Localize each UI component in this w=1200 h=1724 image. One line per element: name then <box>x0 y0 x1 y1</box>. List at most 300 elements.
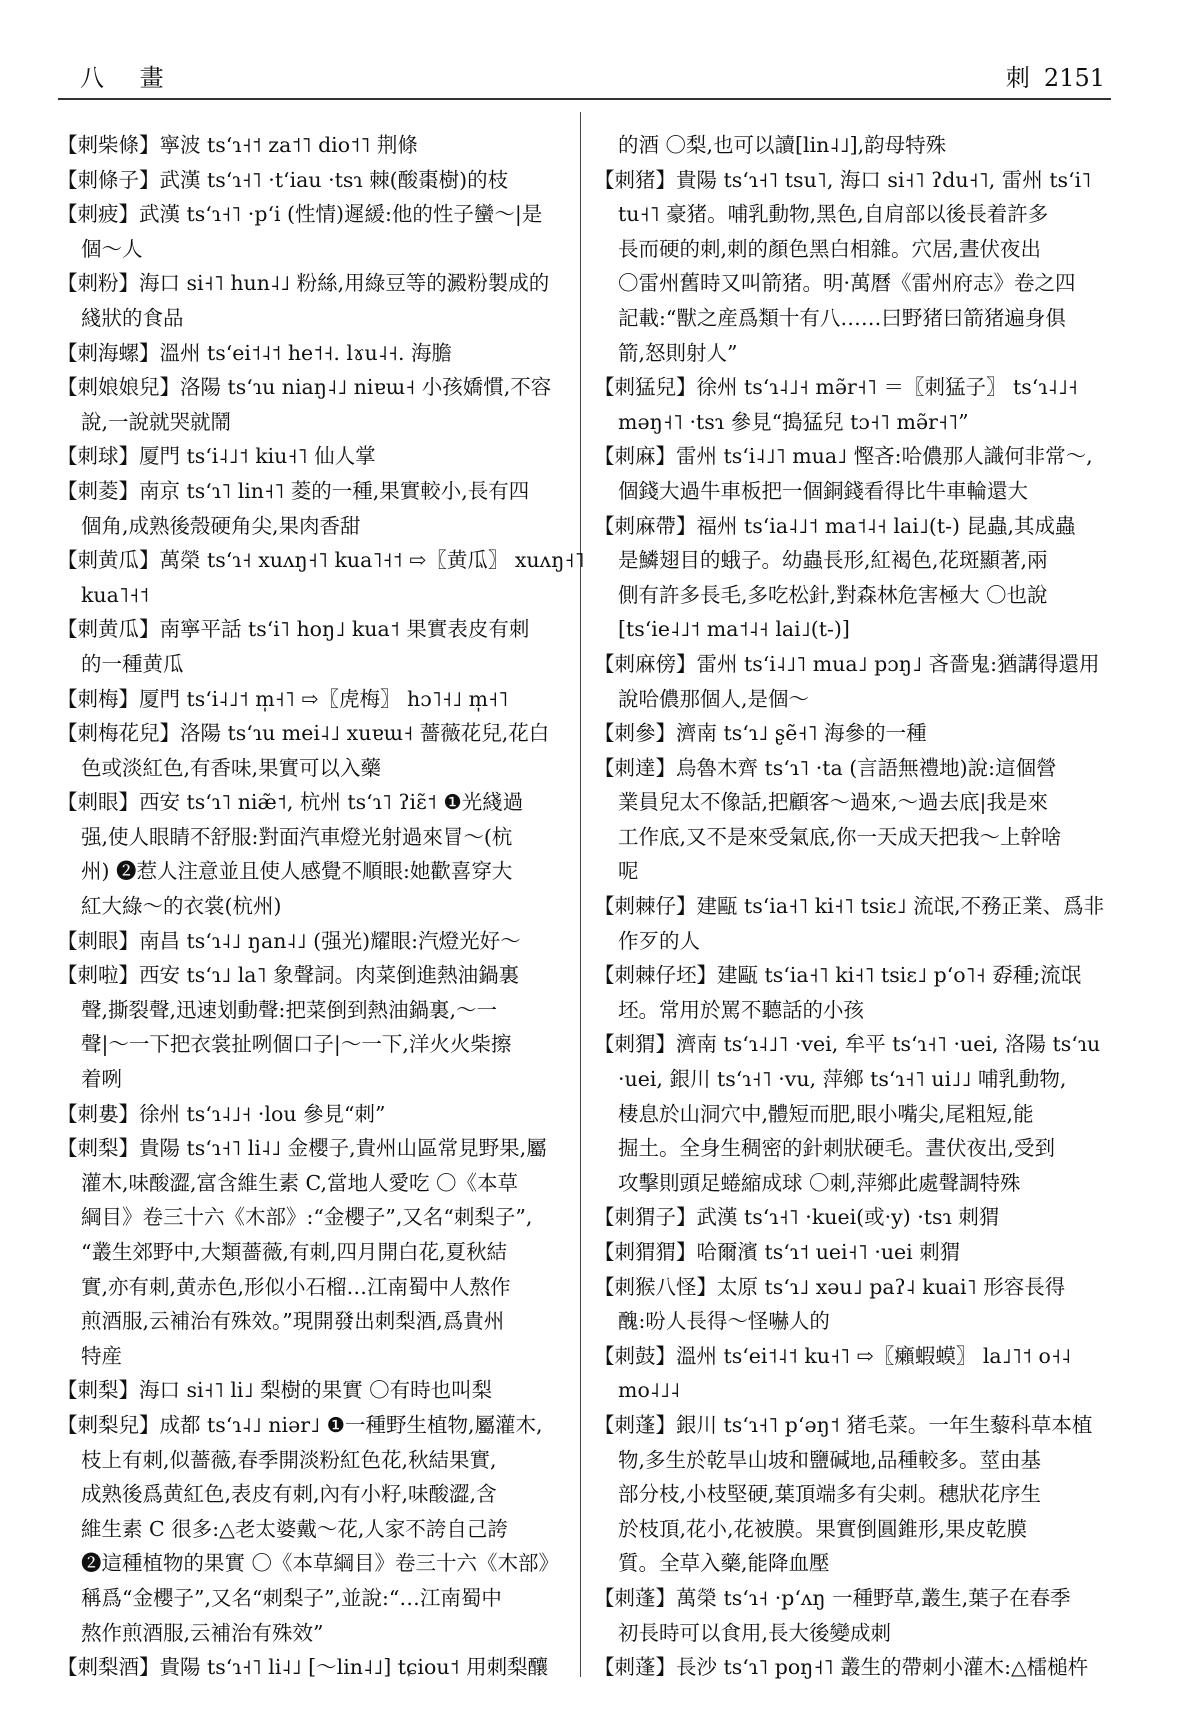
bracket-close: 】 <box>139 133 160 157</box>
entry-headword: 刺條子 <box>77 167 139 192</box>
entry-line <box>594 1131 1112 1166</box>
entry-text: 厦門 tsʻi˨˩˦ m̩˧˥ ⇨〖虎梅〗 hɔ˥˧˩ m̩˧˥ <box>139 686 509 711</box>
entry-line <box>594 682 1112 717</box>
entry-text: 枝上有刺,似薔薇,春季開淡粉紅色花,秋結果實, <box>81 1447 497 1472</box>
entry-line <box>594 1027 1112 1062</box>
dictionary-entry <box>594 509 1112 647</box>
entry-text: 厦門 tsʻi˨˩˦ kiu˧˥ 仙人掌 <box>139 444 376 469</box>
entry-text: 萬榮 tsʻɿ˧ xuʌŋ˧˥ kua˥˧˦ ⇨〖黄瓜〗 xuʌŋ˧˥ <box>159 548 585 573</box>
entry-headword: 刺娘娘兒 <box>77 375 160 400</box>
dictionary-entry <box>57 716 575 785</box>
entry-text: 初長時可以食用,長大後變成刺 <box>618 1620 892 1645</box>
entry-text: kua˥˧˦ <box>81 582 150 607</box>
entry-text: 個～人 <box>81 236 143 261</box>
bracket-open: 【 <box>594 963 615 988</box>
entry-text: 攻擊則頭足蜷縮成球 〇刺,萍鄉此處聲調特殊 <box>618 1170 1021 1195</box>
bracket-close: 】 <box>118 202 139 227</box>
entry-text: 貴陽 tsʻɿ˧˥ li˨˩ [～lin˨˩] tɕiou˦ 用刺梨釀 <box>159 1655 549 1680</box>
entry-line <box>594 197 1112 232</box>
entry-line <box>594 578 1112 613</box>
bracket-open: 【 <box>594 167 615 192</box>
bracket-open: 【 <box>57 1655 78 1680</box>
dictionary-entry <box>57 336 575 371</box>
entry-headword: 刺猬猬 <box>614 1240 676 1264</box>
entry-line <box>57 1235 575 1270</box>
dictionary-entry <box>57 958 575 1096</box>
bracket-close: 】 <box>676 375 697 400</box>
entry-text: 綫狀的食品 <box>81 305 184 330</box>
entry-line <box>594 1477 1112 1512</box>
entry-line <box>57 336 575 371</box>
entry-line <box>57 1166 575 1201</box>
entry-text: 建甌 tsʻia˧˥ ki˧˥ tsiɛ˩ 流氓,不務正業、爲非 <box>696 894 1105 919</box>
entry-line <box>594 232 1112 267</box>
entry-line <box>57 163 575 198</box>
entry-text: 長沙 tsʻɿ˥ poŋ˧˥ 叢生的帶刺小灌木:△檑槌杵 <box>676 1655 1089 1680</box>
entry-line <box>57 1443 575 1478</box>
bracket-open: 【 <box>57 375 78 400</box>
entry-line <box>57 509 575 544</box>
entry-text: 南寧平話 tsʻi˥ hoŋ˩ kua˦ 果實表皮有刺 <box>159 617 530 642</box>
entry-line <box>57 128 575 163</box>
entry-headword: 刺婁 <box>77 1101 119 1126</box>
entry-text: 灌木,味酸澀,富含維生素 C,當地人愛吃 〇《本草 <box>81 1170 519 1195</box>
entry-line <box>594 889 1112 924</box>
dictionary-entry <box>594 1270 1112 1339</box>
bracket-close: 】 <box>118 686 139 711</box>
bracket-close: 】 <box>655 755 676 780</box>
entry-line <box>57 578 575 613</box>
bracket-open: 【 <box>594 375 615 400</box>
bracket-close: 】 <box>118 1101 139 1126</box>
bracket-close: 】 <box>655 444 676 469</box>
bracket-close: 】 <box>676 651 697 676</box>
bracket-open: 【 <box>57 1378 78 1403</box>
entry-line <box>594 509 1112 544</box>
entry-text: 是鱗翅目的蛾子。幼蟲長形,紅褐色,花斑顯著,兩 <box>618 548 1048 573</box>
bracket-open: 【 <box>57 1101 78 1126</box>
entry-headword: 刺梨 <box>77 1136 119 1161</box>
bracket-close: 】 <box>696 963 717 988</box>
entry-line <box>57 612 575 647</box>
bracket-close: 】 <box>655 167 676 192</box>
entry-line <box>594 474 1112 509</box>
bracket-close: 】 <box>118 963 139 988</box>
entry-headword: 刺黄瓜 <box>77 617 139 642</box>
entry-text: 哈爾濱 tsʻɿ˦ uei˧˥ ·uei 刺猬 <box>696 1240 961 1264</box>
entry-text: 質。全草入藥,能降血壓 <box>618 1551 830 1576</box>
bracket-close: 】 <box>118 928 139 953</box>
entry-headword: 刺猛兒 <box>614 375 676 400</box>
entry-headword: 刺蓬 <box>614 1655 656 1680</box>
entry-line <box>594 543 1112 578</box>
dictionary-entry <box>57 612 575 681</box>
entry-text: “叢生郊野中,大類薔薇,有刺,四月開白花,夏秋結 <box>81 1240 508 1264</box>
entry-line <box>594 1166 1112 1201</box>
bracket-close: 】 <box>118 790 139 815</box>
entry-text: 海口 si˧˥ li˩ 梨樹的果實 〇有時也叫梨 <box>139 1378 493 1403</box>
entry-text: 〇雷州舊時又叫箭猪。明·萬曆《雷州府志》卷之四 <box>618 271 1076 296</box>
entry-line <box>57 1027 575 1062</box>
entry-line <box>57 301 575 336</box>
bracket-close: 】 <box>696 1274 717 1299</box>
bracket-open: 【 <box>57 340 78 365</box>
bracket-open: 【 <box>57 686 78 711</box>
dictionary-entry <box>594 958 1112 1027</box>
entry-line <box>57 266 575 301</box>
entry-line <box>57 1339 575 1374</box>
dictionary-entry <box>594 1235 1112 1270</box>
entry-text: 實,亦有刺,黄赤色,形似小石榴…江南蜀中人熬作 <box>81 1274 511 1299</box>
entry-line <box>594 370 1112 405</box>
entry-line <box>57 474 575 509</box>
page-number: 2151 <box>1043 64 1105 92</box>
entry-text: 的一種黄瓜 <box>81 651 184 676</box>
dictionary-entry <box>57 1408 575 1650</box>
entry-line <box>57 820 575 855</box>
entry-line <box>594 1512 1112 1547</box>
entry-text: 州) ❷惹人注意並且使人感覺不順眼:她歡喜穿大 <box>81 859 513 884</box>
entry-line <box>594 1581 1112 1616</box>
dictionary-entry <box>57 128 575 163</box>
dictionary-entry <box>57 197 575 266</box>
entry-line <box>57 993 575 1028</box>
entry-text: tu˧˥ 豪猪。哺乳動物,黑色,自肩部以後長着許多 <box>618 202 1049 227</box>
bracket-close: 】 <box>118 478 139 503</box>
entry-line <box>57 232 575 267</box>
bracket-close: 】 <box>676 513 697 538</box>
entry-headword: 刺眼 <box>77 928 119 953</box>
bracket-open: 【 <box>594 513 615 538</box>
entry-text: 棲息於山洞穴中,體短而肥,眼小嘴尖,尾粗短,能 <box>618 1101 1034 1126</box>
entry-line <box>57 1546 575 1581</box>
bracket-close: 】 <box>676 1240 697 1264</box>
entry-text: 煎酒服,云補治有殊效。”現開發出刺梨酒,爲貴州 <box>81 1309 505 1334</box>
entry-line <box>594 405 1112 440</box>
entry-text: 徐州 tsʻɿ˨˩˧ mə̃r˧˥ ＝〖刺猛子〗 tsʻɿ˨˩˧ <box>696 375 1078 400</box>
entry-headword: 刺球 <box>77 444 119 469</box>
entry-line <box>57 1131 575 1166</box>
dictionary-entry <box>57 924 575 959</box>
entry-line <box>594 612 1112 647</box>
entry-text: 南昌 tsʻɿ˨˩ ŋan˨˩ (强光)耀眼:汽燈光好～ <box>139 928 521 953</box>
bracket-close: 】 <box>139 617 160 642</box>
entry-text: 成熟後爲黄紅色,表皮有刺,內有小籽,味酸澀,含 <box>81 1482 497 1507</box>
dictionary-entry <box>57 163 575 198</box>
bracket-open: 【 <box>594 721 615 746</box>
entry-line <box>594 993 1112 1028</box>
entry-headword: 刺梅 <box>77 686 119 711</box>
dictionary-entry <box>594 439 1112 508</box>
entry-line <box>594 336 1112 371</box>
bracket-close: 】 <box>139 1655 160 1680</box>
bracket-open: 【 <box>57 133 78 157</box>
entry-text: 稱爲“金櫻子”,又名“刺梨子”,並說:“…江南蜀中 <box>81 1585 502 1610</box>
entry-line <box>594 924 1112 959</box>
entry-line <box>57 751 575 786</box>
entry-text: 武漢 tsʻɿ˧˥ ·kuei(或·y) ·tsɿ 刺猬 <box>696 1205 1000 1230</box>
entry-text: ❷這種植物的果實 〇《本草綱目》卷三十六《木部》 <box>81 1551 560 1576</box>
bracket-close: 】 <box>655 721 676 746</box>
entry-headword: 刺海螺 <box>77 340 139 365</box>
dictionary-entry <box>594 647 1112 716</box>
entry-line <box>594 647 1112 682</box>
bracket-close: 】 <box>655 1032 676 1057</box>
bracket-open: 【 <box>57 928 78 953</box>
entry-text: 箭,怒則射人” <box>618 340 738 365</box>
entry-headword: 刺梅花兒 <box>77 721 160 746</box>
entry-text: 呢 <box>618 859 639 884</box>
bracket-close: 】 <box>655 1655 676 1680</box>
dictionary-entry <box>57 370 575 439</box>
entry-text: 銀川 tsʻɿ˧˥ pʻəŋ˦ 猪毛菜。一年生藜科草本植 <box>676 1412 1093 1437</box>
entry-headword: 刺黄瓜 <box>77 548 139 573</box>
entry-line <box>594 1616 1112 1651</box>
entry-headword: 刺麻 <box>614 444 656 469</box>
bracket-close: 】 <box>118 444 139 469</box>
bracket-open: 【 <box>57 790 78 815</box>
bracket-close: 】 <box>118 271 139 296</box>
entry-text: 於枝頂,花小,花被膜。果實倒圓錐形,果皮乾膜 <box>618 1516 1028 1541</box>
bracket-open: 【 <box>594 1032 615 1057</box>
entry-line <box>594 301 1112 336</box>
running-head-right <box>992 58 1105 93</box>
dictionary-entry <box>594 1408 1112 1581</box>
entry-headword: 刺麻傍 <box>614 651 676 676</box>
entry-headword: 刺菱 <box>77 478 119 503</box>
entry-text: 武漢 tsʻɿ˧˥ ·pʻi (性情)遲緩:他的性子蠻～|是 <box>139 202 543 227</box>
entry-line <box>57 1650 575 1685</box>
bracket-close: 】 <box>118 1136 139 1161</box>
entry-headword: 刺猬子 <box>614 1205 676 1230</box>
entry-line <box>57 1408 575 1443</box>
entry-line <box>57 716 575 751</box>
entry-text: 濟南 tsʻɿ˨˩˥ ·vei, 牟平 tsʻɿ˧˥ ·uei, 洛陽 tsʻɿu <box>676 1032 1101 1057</box>
entry-text: 掘土。全身生稠密的針刺狀硬毛。晝伏夜出,受到 <box>618 1136 1056 1161</box>
entry-text: 洛陽 tsʻɿu niaŋ˨˩ niɐɯ˧ 小孩嬌慣,不容 <box>180 375 552 400</box>
entry-line <box>57 543 585 578</box>
dictionary-entry <box>594 751 1112 889</box>
bracket-open: 【 <box>594 894 615 919</box>
bracket-open: 【 <box>594 1655 615 1680</box>
bracket-open: 【 <box>594 1412 615 1437</box>
dictionary-entry <box>57 1650 575 1685</box>
entry-line <box>594 1062 1112 1097</box>
entry-text: 成都 tsʻɿ˨˩ niər˩ ❶一種野生植物,屬灌木, <box>159 1412 543 1437</box>
entry-line <box>57 1373 575 1408</box>
dictionary-entry <box>594 163 1112 371</box>
bracket-open: 【 <box>57 617 78 642</box>
bracket-open: 【 <box>57 271 78 296</box>
bracket-close: 】 <box>655 1585 676 1610</box>
entry-text: 雷州 tsʻi˨˩˥ mua˩ 慳吝:哈儂那人識何非常～, <box>676 444 1093 469</box>
dictionary-entry <box>57 1373 575 1408</box>
entry-line <box>594 1408 1112 1443</box>
dictionary-entry <box>594 370 1112 439</box>
entry-line <box>594 439 1112 474</box>
entry-text: 南京 tsʻɿ˥ lin˧˥ 菱的一種,果實較小,長有四 <box>139 478 530 503</box>
bracket-open: 【 <box>594 1274 615 1299</box>
entry-line <box>594 1443 1112 1478</box>
bracket-close: 】 <box>676 894 697 919</box>
entry-headword: 刺棘仔 <box>614 894 676 919</box>
bracket-open: 【 <box>594 1205 615 1230</box>
entry-text: 說哈儂那個人,是個～ <box>618 686 810 711</box>
entry-text: 太原 tsʻɿ˩ xəu˩ paʔ˨ kuai˥ 形容長得 <box>717 1274 1066 1299</box>
entry-line <box>594 1235 1112 1270</box>
entry-text: 聲|～一下把衣裳扯咧個口子|～一下,洋火火柴擦 <box>81 1032 512 1057</box>
entry-line <box>57 958 575 993</box>
bracket-close: 】 <box>139 167 160 192</box>
entry-text: 聲,撕裂聲,迅速划動聲:把菜倒到熱油鍋裏,～一 <box>81 997 497 1022</box>
bracket-open: 【 <box>594 444 615 469</box>
entry-headword: 刺猬 <box>614 1032 656 1057</box>
entry-line <box>594 1546 1112 1581</box>
entry-headword: 刺棘仔坯 <box>614 963 697 988</box>
entry-text: 溫州 tsʻei˦˨˦ ku˧˥ ⇨〖癩蝦蟆〗 la˩˥˦ o˧˨ <box>676 1343 1072 1368</box>
entry-text: 建甌 tsʻia˧˥ ki˧˥ tsiɛ˩ pʻo˥˧ 孬種;流氓 <box>717 963 1082 988</box>
entry-text: 海口 si˧˥ hun˨˩ 粉絲,用綠豆等的澱粉製成的 <box>139 271 550 296</box>
entry-text: 作歹的人 <box>618 928 700 953</box>
entry-line <box>594 1097 1112 1132</box>
entry-text: 側有許多長毛,多吃松針,對森林危害極大 〇也說 <box>618 582 1048 607</box>
entry-text: 貴陽 tsʻɿ˧˥ tsu˥, 海口 si˧˥ ʔdu˧˥, 雷州 tsʻi˥ <box>676 167 1092 192</box>
entry-line <box>594 266 1112 301</box>
entry-headword: 刺蓬 <box>614 1412 656 1437</box>
bracket-close: 】 <box>139 548 160 573</box>
entry-text: 綱目》卷三十六《木部》:“金櫻子”,又名“刺梨子”, <box>81 1205 533 1230</box>
entry-line <box>594 1373 1112 1408</box>
entry-text: 紅大綠～的衣裳(杭州) <box>81 894 282 919</box>
entry-text: 徐州 tsʻɿ˨˩˧ ·lou 參見“刺” <box>139 1101 386 1126</box>
entry-text: 醜:吩人長得～怪嚇人的 <box>618 1309 830 1334</box>
bracket-close: 】 <box>676 1205 697 1230</box>
entry-line <box>594 751 1112 786</box>
entry-text: 坯。常用於罵不聽話的小孩 <box>618 997 864 1022</box>
column-separator <box>580 112 581 1677</box>
entry-text: 記載:“獸之産爲類十有八……曰野猪曰箭猪遍身俱 <box>618 305 1066 330</box>
entry-line <box>57 1581 575 1616</box>
dictionary-entry <box>594 1650 1112 1685</box>
entry-line <box>594 1304 1112 1339</box>
running-head-char: 刺 <box>1005 64 1030 92</box>
entry-line <box>57 785 575 820</box>
dictionary-entry <box>594 1200 1112 1235</box>
entry-text: 說,一說就哭就鬧 <box>81 409 232 434</box>
bracket-open: 【 <box>594 1343 615 1368</box>
entry-line <box>57 1270 575 1305</box>
entry-headword: 刺猪 <box>614 167 656 192</box>
entry-line <box>594 1200 1112 1235</box>
entry-text: 着咧 <box>81 1067 122 1092</box>
entry-headword: 刺疲 <box>77 202 119 227</box>
bracket-close: 】 <box>159 721 180 746</box>
entry-text: 業員兒太不像話,把顧客～過來,～過去底|我是來 <box>618 790 1048 815</box>
bracket-close: 】 <box>655 1343 676 1368</box>
dictionary-entry <box>594 128 1112 163</box>
entry-line <box>57 405 575 440</box>
entry-headword: 刺梨酒 <box>77 1655 139 1680</box>
entry-line <box>594 820 1112 855</box>
entry-text: mo˨˩˨ <box>618 1378 681 1403</box>
entry-text: məŋ˧˥ ·tsɿ 參見“搗猛兒 tɔ˧˥ mə̃r˧˥” <box>618 409 969 434</box>
entry-text: 的酒 〇梨,也可以讀[lin˨˩],韵母特殊 <box>618 133 947 157</box>
entry-text: 寧波 tsʻɿ˧˦ za˦˥ dio˦˥ 荆條 <box>159 133 418 157</box>
dictionary-entry <box>594 1027 1112 1200</box>
entry-text: 福州 tsʻia˨˩˦ ma˦˨˧ lai˩(t-) 昆蟲,其成蟲 <box>696 513 1076 538</box>
entry-text: 西安 tsʻɿ˩ la˥ 象聲詞。肉菜倒進熱油鍋裏 <box>139 963 520 988</box>
entry-line <box>57 370 575 405</box>
entry-text: 工作底,又不是來受氣底,你一天成天把我～上幹啥 <box>618 824 1062 849</box>
entry-headword: 刺蓬 <box>614 1585 656 1610</box>
entry-text: 武漢 tsʻɿ˧˥ ·tʻiau ·tsɿ 棘(酸棗樹)的枝 <box>159 167 509 192</box>
entry-line <box>57 1616 575 1651</box>
entry-line <box>594 128 1112 163</box>
entry-headword: 刺梨兒 <box>77 1412 139 1437</box>
entry-headword: 刺參 <box>614 721 656 746</box>
bracket-open: 【 <box>57 1136 78 1161</box>
entry-headword: 刺柴條 <box>77 133 139 157</box>
bracket-open: 【 <box>57 548 78 573</box>
entry-text: ·uei, 銀川 tsʻɿ˧˥ ·vu, 萍鄉 tsʻɿ˧˥ ui˩˩ 哺乳動物, <box>618 1067 1067 1092</box>
entry-text: 濟南 tsʻɿ˩ ʂẽ˧˥ 海參的一種 <box>676 721 927 746</box>
entry-text: 雷州 tsʻi˨˩˥ mua˩ pɔŋ˩ 吝嗇鬼:猶講得還用 <box>696 651 1100 676</box>
entry-line <box>594 1339 1112 1374</box>
left-column <box>57 128 585 1685</box>
dictionary-entry <box>594 889 1112 958</box>
entry-headword: 刺達 <box>614 755 656 780</box>
entry-line <box>57 439 575 474</box>
bracket-open: 【 <box>57 478 78 503</box>
entry-text: 强,使人眼睛不舒服:對面汽車燈光射過來冒～(杭 <box>81 824 513 849</box>
entry-text: 個角,成熟後殼硬角尖,果肉香甜 <box>81 513 361 538</box>
entry-text: 特産 <box>81 1343 122 1368</box>
entry-line <box>57 1512 575 1547</box>
entry-line <box>594 958 1112 993</box>
bracket-close: 】 <box>139 340 160 365</box>
entry-headword: 刺啦 <box>77 963 119 988</box>
entry-line <box>57 682 575 717</box>
dictionary-entry <box>594 716 1112 751</box>
entry-text: 烏魯木齊 tsʻɿ˥ ·ta (言語無禮地)說:這個營 <box>676 755 1057 780</box>
entry-headword: 刺鼓 <box>614 1343 656 1368</box>
dictionary-entry <box>594 1581 1112 1650</box>
entry-text: 溫州 tsʻei˦˨˦ he˦˧. lɤu˨˧. 海膽 <box>159 340 452 365</box>
bracket-open: 【 <box>57 202 78 227</box>
entry-text: [tsʻie˨˩˦ ma˦˨˧ lai˩(t-)] <box>618 617 850 642</box>
bracket-open: 【 <box>57 963 78 988</box>
entry-headword: 刺粉 <box>77 271 119 296</box>
entry-text: 個錢大過牛車板把一個銅錢看得比牛車輪還大 <box>618 478 1028 503</box>
entry-text: 色或淡紅色,有香味,果實可以入藥 <box>81 755 382 780</box>
entry-line <box>57 1200 575 1235</box>
header-rule <box>58 98 1111 100</box>
bracket-open: 【 <box>594 651 615 676</box>
entry-line <box>594 785 1112 820</box>
bracket-close: 】 <box>159 375 180 400</box>
dictionary-entry <box>57 1097 575 1132</box>
entry-text: 西安 tsʻɿ˥ niæ̃˦, 杭州 tsʻɿ˥ ʔiɛ̃˦ ❶光綫過 <box>139 790 524 815</box>
dictionary-entry <box>57 439 575 474</box>
bracket-open: 【 <box>57 721 78 746</box>
entry-line <box>57 1097 575 1132</box>
bracket-close: 】 <box>139 1412 160 1437</box>
dictionary-entry <box>57 266 575 335</box>
entry-headword: 刺猴八怪 <box>614 1274 697 1299</box>
entry-line <box>57 854 575 889</box>
entry-line <box>594 163 1112 198</box>
entry-text: 熬作煎酒服,云補治有殊效” <box>81 1620 324 1645</box>
